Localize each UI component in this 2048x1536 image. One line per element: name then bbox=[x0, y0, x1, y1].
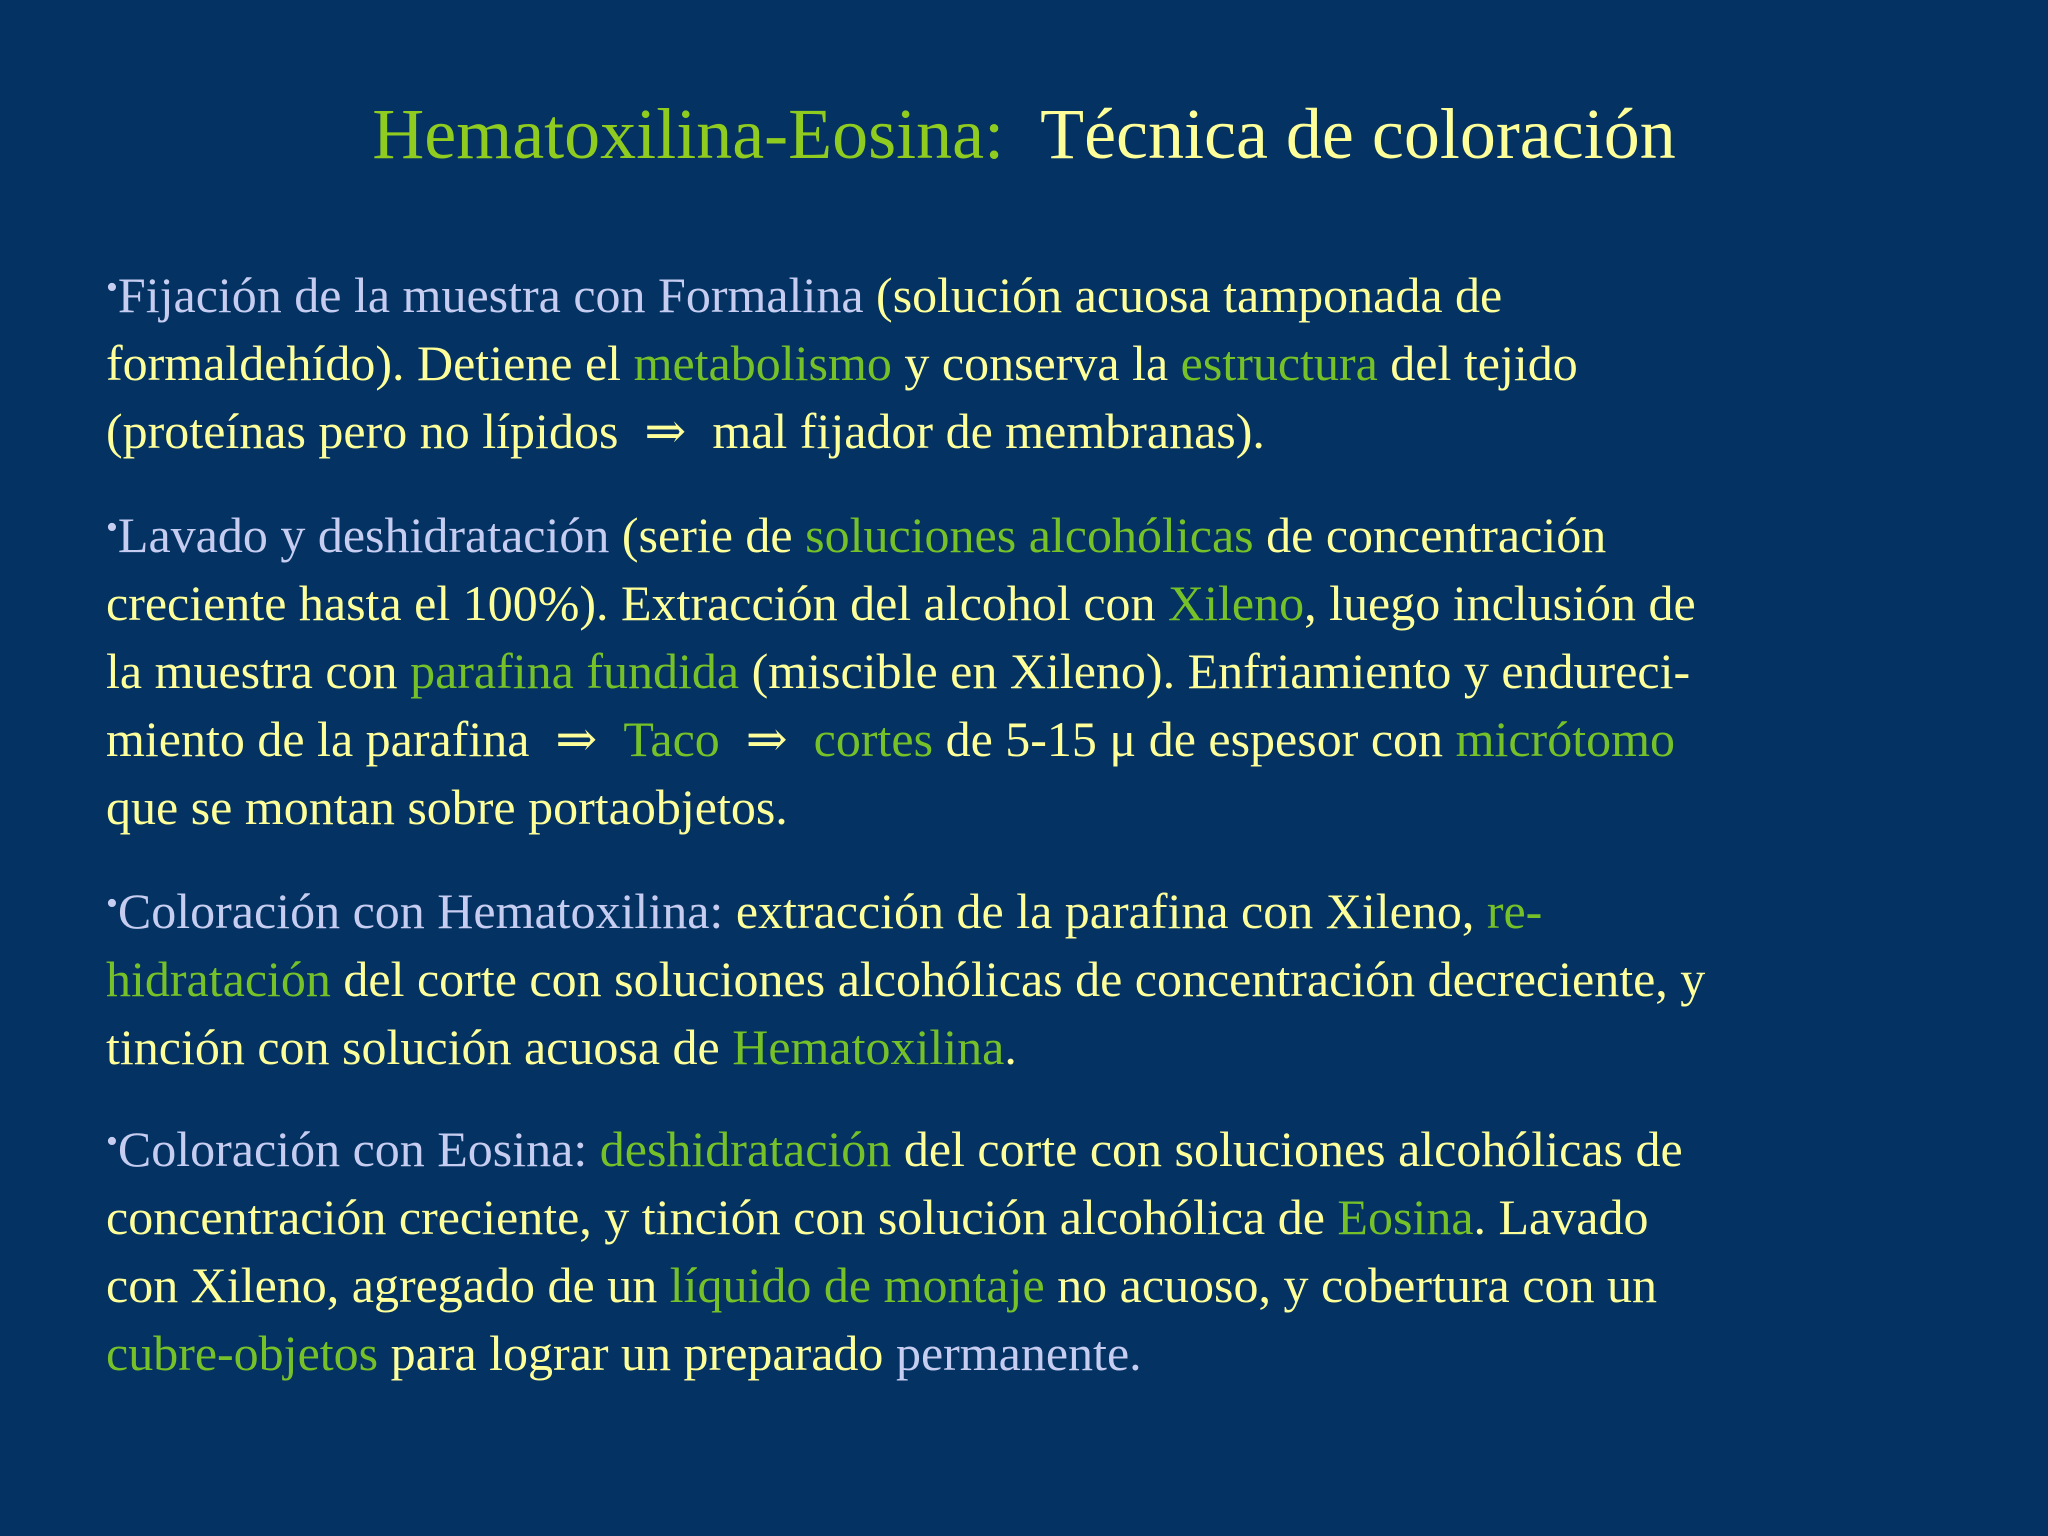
highlight-term: Taco bbox=[623, 711, 720, 767]
bullet-line bbox=[106, 1108, 1683, 1183]
bullet-line bbox=[106, 1251, 1683, 1319]
body-text: de concentración bbox=[1253, 507, 1607, 563]
body-text: . bbox=[1004, 1019, 1017, 1075]
bullet-line bbox=[106, 945, 1705, 1013]
body-text: tinción con solución acuosa de bbox=[106, 1019, 733, 1075]
body-text: (serie de bbox=[609, 507, 806, 563]
body-text: para lograr un preparado bbox=[378, 1325, 896, 1381]
body-text: (miscible en Xileno). Enfriamiento y endureci- bbox=[739, 643, 1691, 699]
bullet-line bbox=[106, 773, 1696, 841]
step-heading: Fijación de la muestra con Formalina bbox=[117, 267, 864, 323]
body-text: miento de la parafina bbox=[106, 711, 530, 767]
bullet-dot: • bbox=[106, 1123, 118, 1160]
bullet-line bbox=[106, 1013, 1705, 1081]
bullet-line bbox=[106, 494, 1696, 569]
implies-arrow: ⇒ bbox=[745, 711, 788, 767]
slide-title bbox=[0, 86, 2048, 182]
body-text: del tejido bbox=[1377, 335, 1578, 391]
body-text: no acuoso, y cobertura con un bbox=[1044, 1257, 1657, 1313]
implies-arrow: ⇒ bbox=[644, 403, 687, 459]
highlight-term: estructura bbox=[1180, 335, 1378, 391]
body-text: que se montan sobre portaobjetos. bbox=[106, 779, 788, 835]
body-text: , luego inclusión de bbox=[1304, 575, 1696, 631]
implies-arrow: ⇒ bbox=[555, 711, 598, 767]
bullet-line bbox=[106, 1319, 1683, 1387]
bullet-line bbox=[106, 637, 1696, 705]
body-text: formaldehído). Detiene el bbox=[106, 335, 634, 391]
step-heading: Coloración con Hematoxilina: bbox=[117, 883, 724, 939]
body-text: la muestra con bbox=[106, 643, 411, 699]
body-text: (solución acuosa tamponada de bbox=[863, 267, 1503, 323]
step-heading: permanente. bbox=[895, 1325, 1142, 1381]
body-text: de 5-15 μ de espesor con bbox=[933, 711, 1456, 767]
bullet-line bbox=[106, 397, 1578, 465]
body-text: extracción de la parafina con Xileno, bbox=[723, 883, 1487, 939]
body-text: del corte con soluciones alcohólicas de bbox=[891, 1121, 1683, 1177]
bullet-dot: • bbox=[106, 509, 118, 546]
highlight-term: hidratación bbox=[106, 951, 331, 1007]
highlight-term: soluciones alcohólicas bbox=[805, 507, 1254, 563]
bullet-lavado-deshidratacion bbox=[106, 494, 1696, 841]
highlight-term: deshidratación bbox=[599, 1121, 892, 1177]
body-text: (proteínas pero no lípidos bbox=[106, 403, 619, 459]
bullet-dot: • bbox=[106, 269, 118, 306]
body-text: concentración creciente, y tinción con solución alcohólica de bbox=[106, 1189, 1338, 1245]
highlight-term: Hematoxilina bbox=[732, 1019, 1005, 1075]
step-heading: Lavado y deshidratación bbox=[117, 507, 610, 563]
highlight-term: parafina fundida bbox=[410, 643, 740, 699]
body-text: . Lavado bbox=[1473, 1189, 1649, 1245]
bullet-coloracion-hematoxilina bbox=[106, 870, 1705, 1081]
bullet-line bbox=[106, 569, 1696, 637]
highlight-term: líquido de montaje bbox=[669, 1257, 1045, 1313]
highlight-term: micrótomo bbox=[1455, 711, 1675, 767]
highlight-term: re- bbox=[1486, 883, 1543, 939]
highlight-term: cubre-objetos bbox=[106, 1325, 379, 1381]
title-part-1: Hematoxilina-Eosina: bbox=[372, 94, 1005, 174]
bullet-line bbox=[106, 1183, 1683, 1251]
step-heading: Coloración con Eosina: bbox=[117, 1121, 588, 1177]
bullet-coloracion-eosina bbox=[106, 1108, 1683, 1387]
highlight-term: cortes bbox=[813, 711, 934, 767]
highlight-term: Eosina bbox=[1337, 1189, 1474, 1245]
body-text: con Xileno, agregado de un bbox=[106, 1257, 670, 1313]
highlight-term: Xileno bbox=[1168, 575, 1305, 631]
bullet-line bbox=[106, 329, 1578, 397]
bullet-line bbox=[106, 705, 1696, 773]
bullet-line bbox=[106, 870, 1705, 945]
body-text: creciente hasta el 100%). Extracción del alcohol con bbox=[106, 575, 1169, 631]
bullet-dot: • bbox=[106, 885, 118, 922]
body-text: y conserva la bbox=[891, 335, 1181, 391]
bullet-fijacion bbox=[106, 254, 1578, 465]
body-text bbox=[587, 1121, 600, 1177]
title-part-2: Técnica de coloración bbox=[1040, 94, 1676, 174]
bullet-line bbox=[106, 254, 1578, 329]
body-text: mal fijador de membranas). bbox=[712, 403, 1265, 459]
highlight-term: metabolismo bbox=[633, 335, 892, 391]
body-text: del corte con soluciones alcohólicas de concentración decreciente, y bbox=[330, 951, 1706, 1007]
